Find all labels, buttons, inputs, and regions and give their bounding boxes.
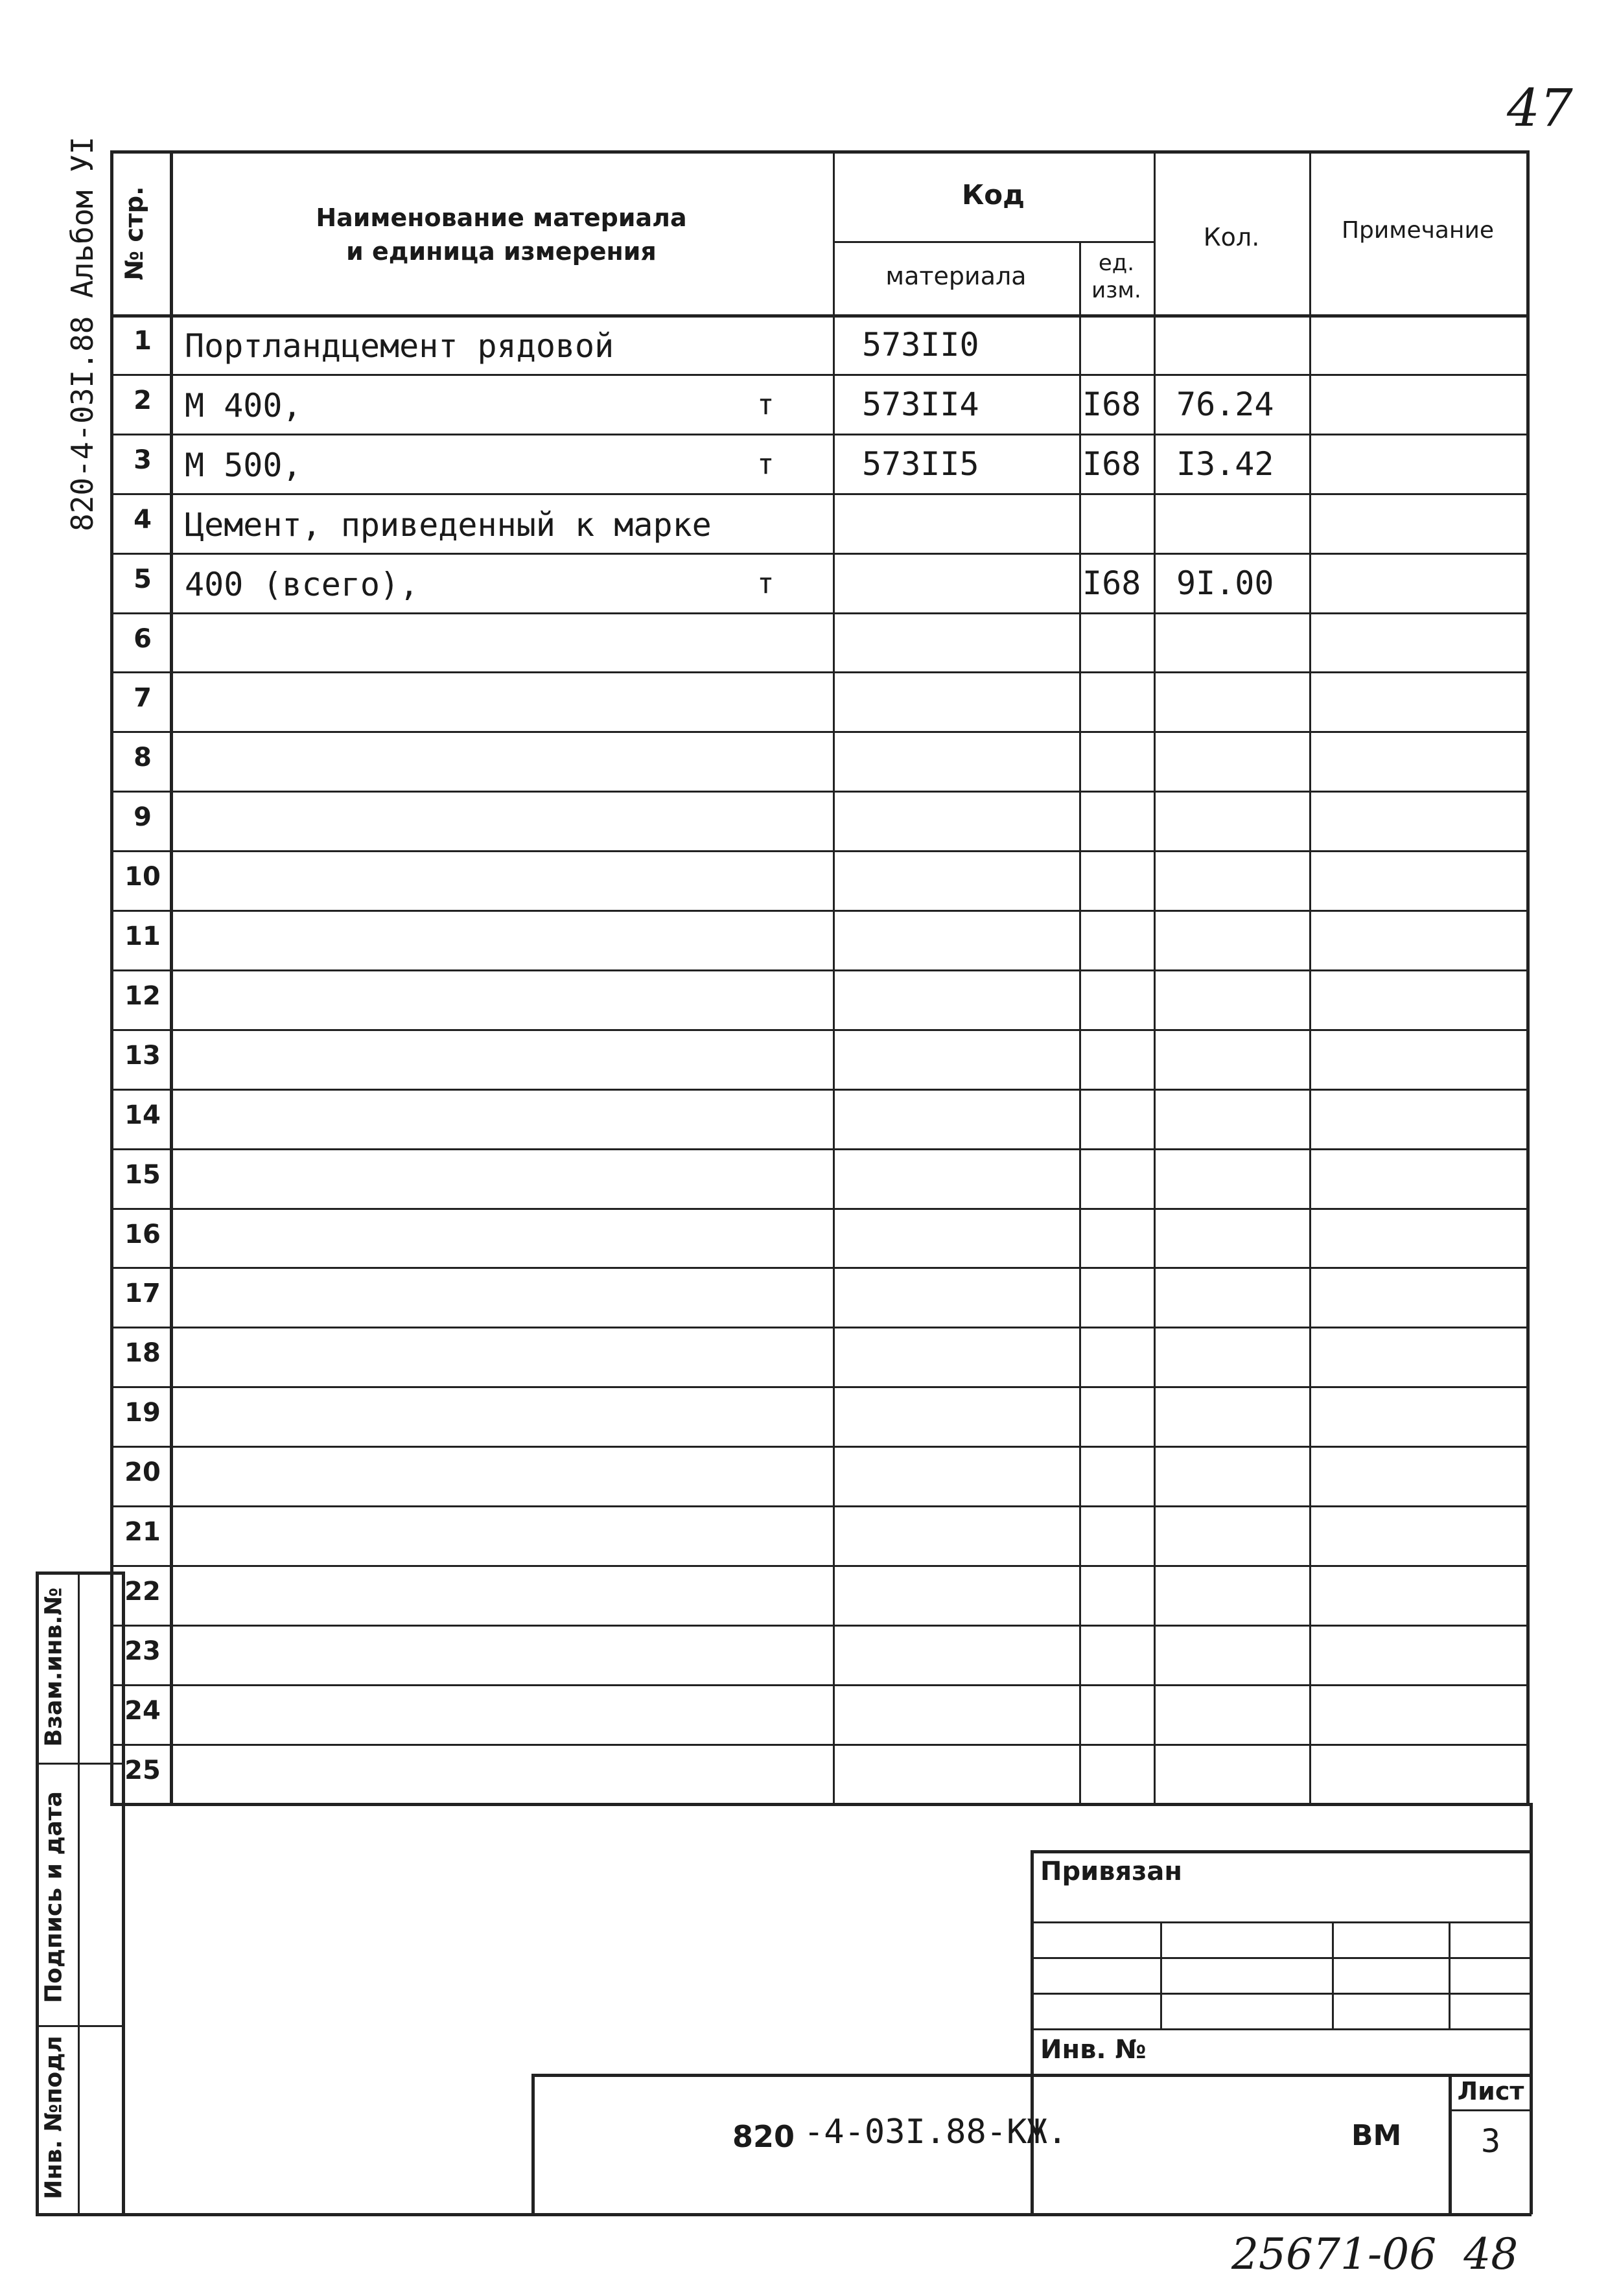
row-divider	[110, 612, 170, 614]
row-divider	[170, 374, 1528, 376]
unit-code: I68	[1082, 385, 1141, 423]
row-number: 6	[134, 623, 152, 654]
row-divider	[170, 1327, 1528, 1328]
margin-sign-date: Подпись и дата	[40, 1791, 67, 2003]
row-divider	[170, 553, 1528, 555]
row-divider	[110, 910, 170, 912]
row-divider	[170, 1505, 1528, 1507]
row-divider	[110, 1565, 170, 1567]
material-code: 573II0	[862, 326, 979, 364]
row-number: 14	[124, 1100, 161, 1130]
row-divider	[170, 791, 1528, 793]
row-divider	[110, 1744, 170, 1746]
row-divider	[110, 1505, 170, 1507]
row-divider	[170, 493, 1528, 495]
row-number: 20	[124, 1457, 161, 1488]
row-divider	[110, 1089, 170, 1091]
inv-no-label: Инв. №	[1040, 2035, 1147, 2065]
header-code: Код	[961, 179, 1025, 211]
header-quantity: Кол.	[1203, 223, 1260, 251]
row-divider	[170, 1089, 1528, 1091]
row-number: 3	[134, 445, 152, 475]
row-divider	[110, 969, 170, 971]
row-number: 15	[124, 1159, 161, 1190]
side-album-stamp: 820-4-03I.88 Альбом УI	[65, 136, 100, 531]
row-divider	[170, 1446, 1528, 1448]
row-divider	[170, 1148, 1528, 1150]
row-divider	[110, 1386, 170, 1388]
row-divider	[110, 850, 170, 852]
header-name-line1: Наименование материала	[316, 203, 687, 232]
row-divider	[110, 1267, 170, 1269]
row-number: 17	[124, 1279, 161, 1309]
row-divider	[110, 671, 170, 673]
row-number: 25	[124, 1755, 161, 1785]
header-material-name	[170, 201, 833, 268]
row-divider	[170, 1386, 1528, 1388]
privyazan-label: Привязан	[1040, 1857, 1183, 1886]
quantity: I3.42	[1176, 445, 1274, 483]
header-code-unit	[1079, 249, 1154, 304]
header-unit-line2: изм.	[1091, 277, 1141, 303]
row-divider	[110, 1446, 170, 1448]
row-divider	[110, 493, 170, 495]
row-divider	[110, 434, 170, 435]
header-row-number: № стр.	[120, 186, 148, 281]
row-divider	[170, 910, 1528, 912]
sheet-label: Лист	[1457, 2077, 1524, 2105]
row-divider	[110, 1684, 170, 1686]
row-divider	[110, 374, 170, 376]
row-number: 19	[124, 1398, 161, 1428]
row-divider	[110, 791, 170, 793]
row-number: 9	[134, 802, 152, 833]
row-divider	[170, 1029, 1528, 1031]
row-number: 11	[124, 922, 161, 951]
document-code-prefix: 820	[732, 2119, 795, 2154]
row-number: 16	[124, 1219, 161, 1249]
row-number: 2	[134, 385, 152, 415]
row-divider	[170, 612, 1528, 614]
header-name-line2: и единица измерения	[346, 237, 657, 266]
material-code: 573II5	[862, 445, 979, 483]
row-number: 18	[124, 1338, 161, 1369]
row-divider	[110, 1148, 170, 1150]
row-divider	[170, 1744, 1528, 1746]
row-divider	[170, 969, 1528, 971]
row-divider	[170, 1208, 1528, 1210]
row-number: 7	[134, 683, 152, 713]
footer-handwritten-number: 25671-06 48	[1231, 2229, 1519, 2279]
material-code: 573II4	[862, 385, 979, 423]
row-number: 21	[124, 1517, 161, 1547]
unit-symbol: т	[757, 447, 775, 481]
row-number: 22	[124, 1576, 161, 1606]
material-name: Портландцемент рядовой	[185, 327, 614, 365]
material-name: 400 (всего),	[185, 565, 419, 603]
unit-code: I68	[1082, 564, 1141, 602]
quantity: 76.24	[1176, 385, 1274, 423]
row-divider	[110, 1327, 170, 1328]
document-type: ВМ	[1351, 2119, 1402, 2152]
row-divider	[170, 671, 1528, 673]
unit-symbol: т	[757, 388, 775, 421]
unit-symbol: т	[757, 566, 775, 600]
page-number: 47	[1507, 78, 1573, 138]
sheet-number: 3	[1480, 2122, 1501, 2160]
row-divider	[170, 1625, 1528, 1627]
row-divider	[170, 1565, 1528, 1567]
row-number: 12	[124, 980, 161, 1011]
row-divider	[110, 1625, 170, 1627]
row-number: 23	[124, 1636, 161, 1666]
header-note: Примечание	[1341, 217, 1495, 244]
row-number: 1	[134, 326, 152, 356]
row-divider	[110, 553, 170, 555]
material-name: Цемент, приведенный к марке	[185, 505, 712, 544]
row-number: 8	[134, 743, 152, 773]
row-number: 10	[124, 862, 161, 892]
margin-vzam-inv: Взам.инв.№	[40, 1587, 67, 1747]
unit-code: I68	[1082, 445, 1141, 483]
header-code-material: материала	[885, 262, 1027, 290]
material-name: М 500,	[185, 446, 302, 484]
row-number: 5	[134, 564, 152, 594]
row-divider	[170, 1684, 1528, 1686]
quantity: 9I.00	[1176, 564, 1274, 602]
row-number: 13	[124, 1040, 161, 1071]
margin-inv-podl: Инв. №подл	[40, 2035, 67, 2199]
row-number: 24	[124, 1695, 161, 1726]
row-divider	[170, 850, 1528, 852]
row-divider	[110, 1208, 170, 1210]
row-divider	[110, 1029, 170, 1031]
row-divider	[170, 731, 1528, 733]
document-code: -4-03I.88-КЖ.	[804, 2113, 1067, 2151]
row-number: 4	[134, 504, 152, 535]
row-divider	[170, 434, 1528, 435]
header-unit-line1: ед.	[1098, 250, 1135, 276]
row-divider	[110, 731, 170, 733]
material-name: М 400,	[185, 386, 302, 424]
row-divider	[170, 1267, 1528, 1269]
